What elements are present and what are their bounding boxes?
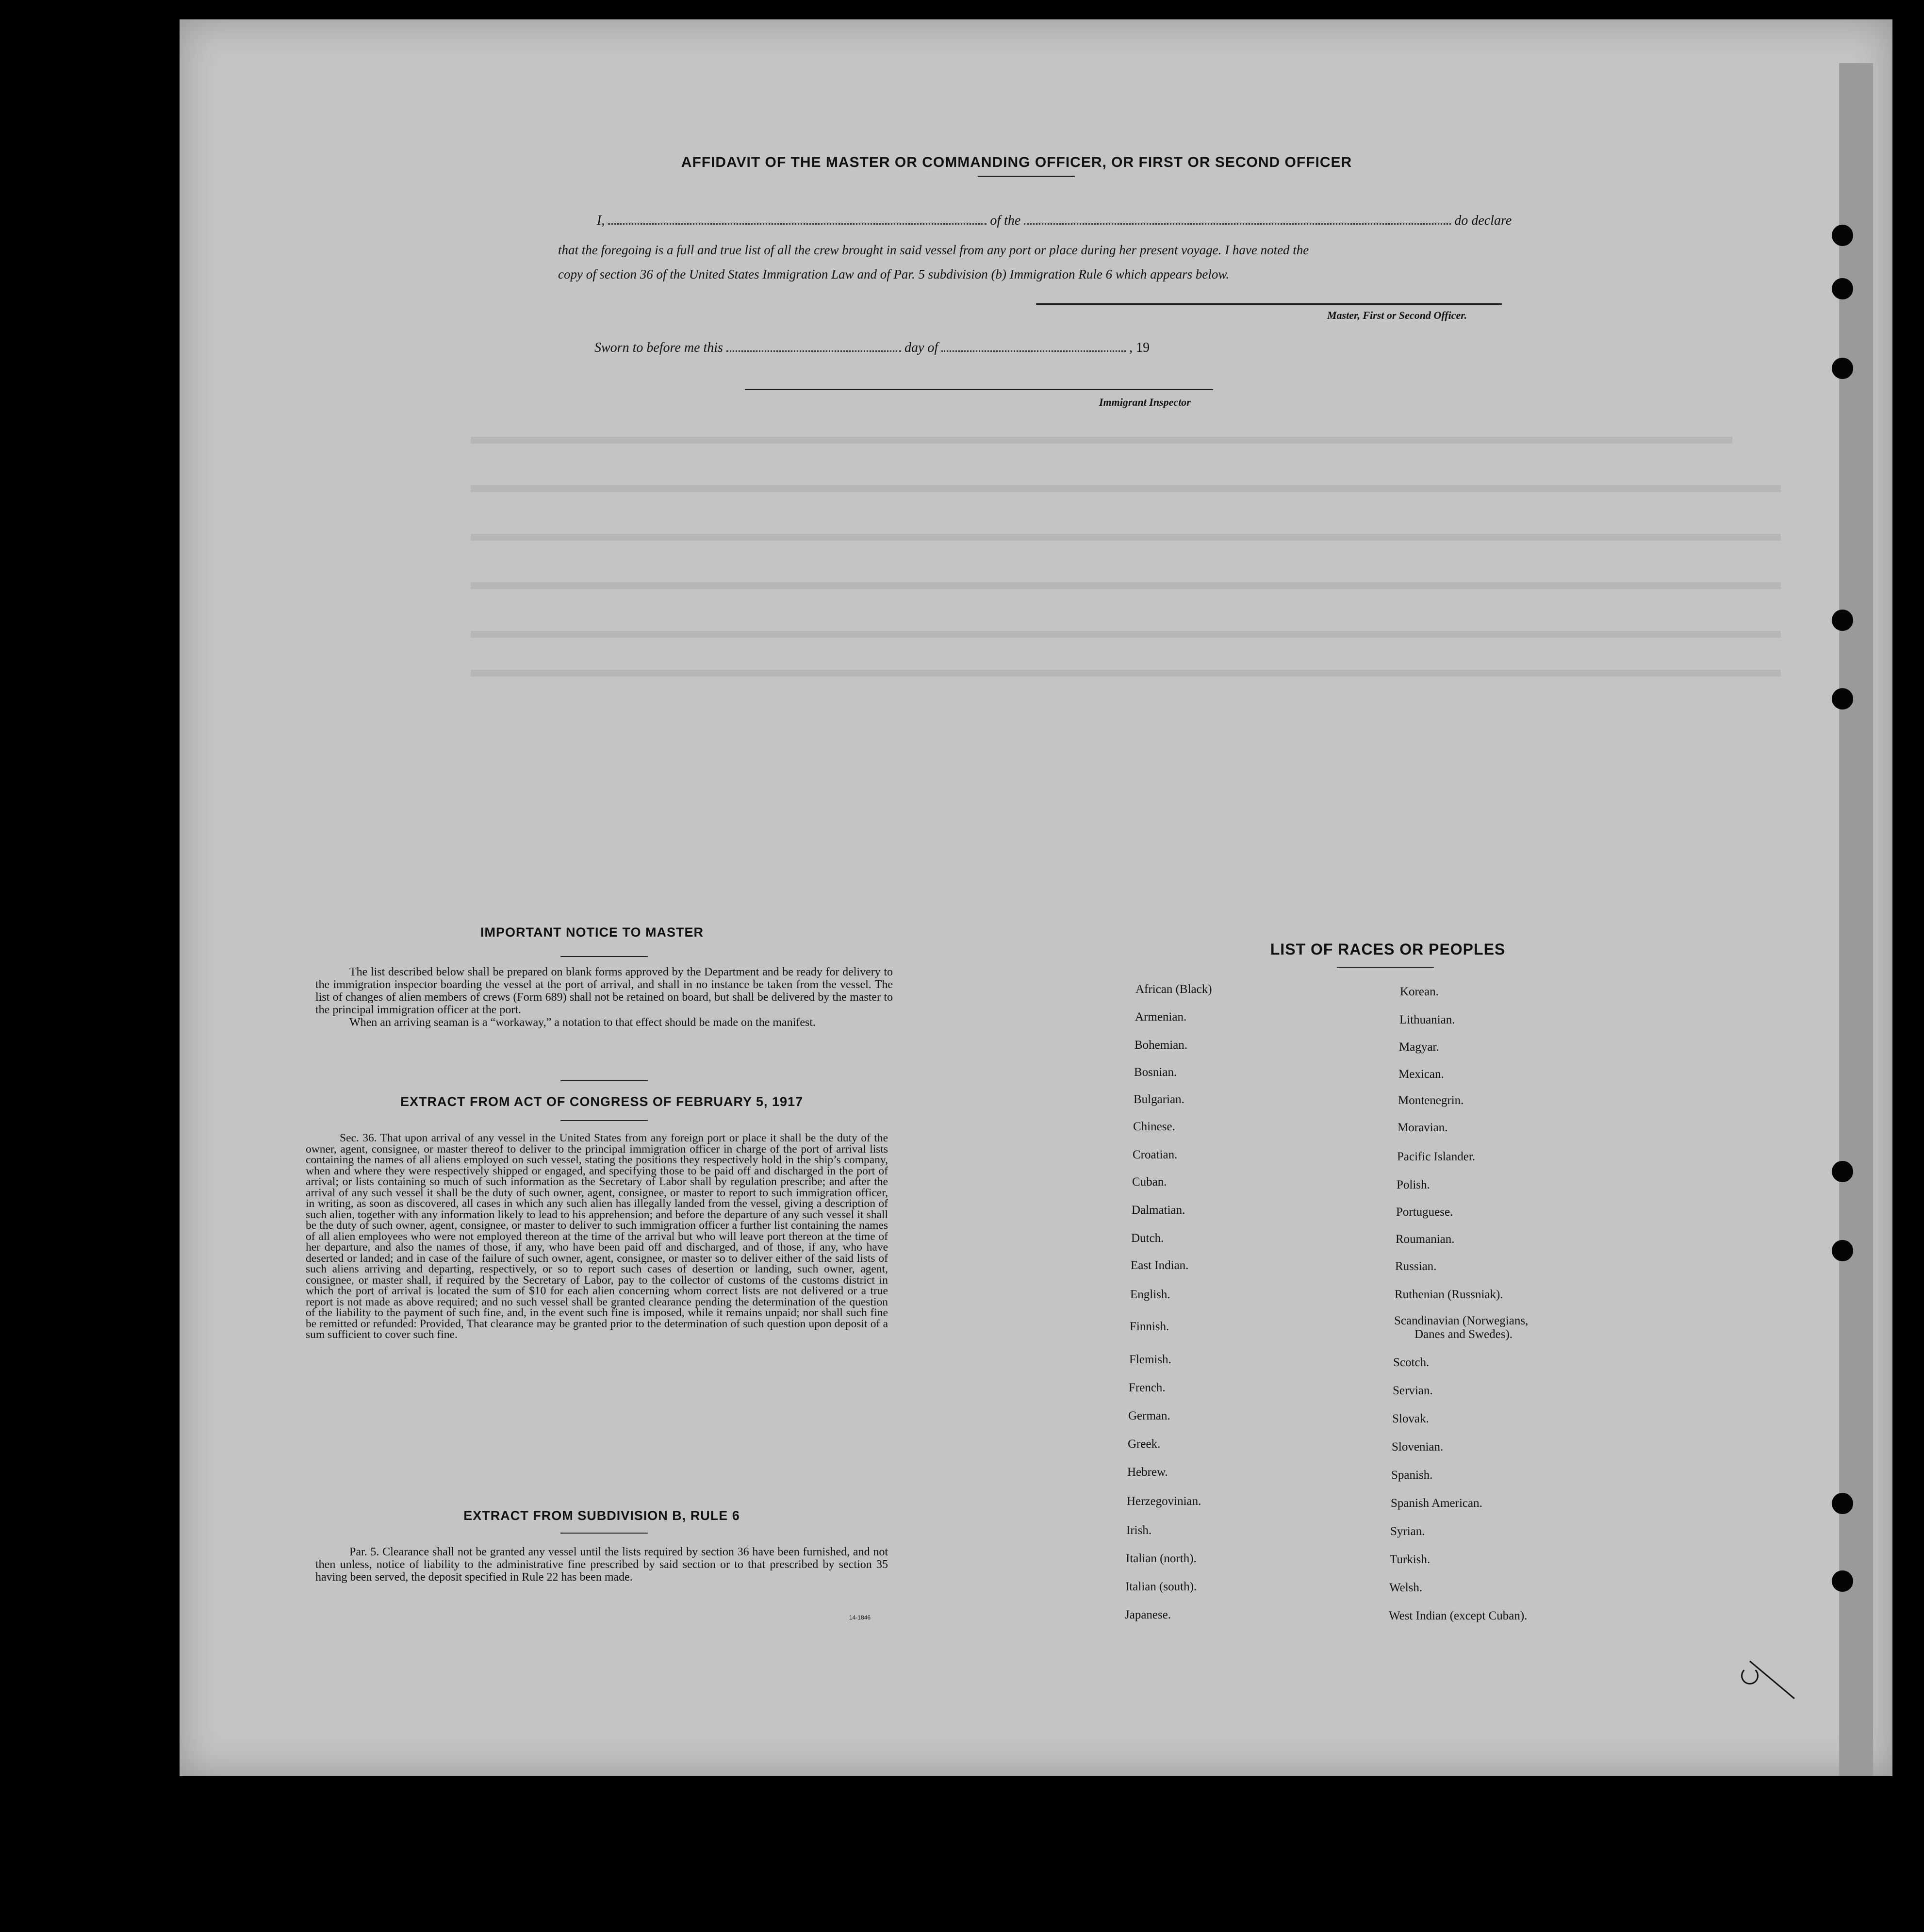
race-item: Hebrew.	[1127, 1466, 1168, 1479]
race-item: Dalmatian.	[1132, 1204, 1185, 1217]
bleed-through	[471, 582, 1781, 589]
race-item: Cuban.	[1132, 1175, 1167, 1189]
race-item: Ruthenian (Russniak).	[1395, 1288, 1503, 1301]
master-signature-line[interactable]	[1036, 303, 1502, 305]
race-item: Irish.	[1126, 1524, 1152, 1537]
race-item: Japanese.	[1125, 1608, 1171, 1621]
act-bottom-rule	[560, 1120, 648, 1121]
race-item: Italian (south).	[1125, 1580, 1197, 1593]
sworn-line	[594, 340, 1150, 356]
race-item: Bulgarian.	[1134, 1093, 1184, 1106]
document-page	[180, 19, 1892, 1776]
rule-par-5: Par. 5. Clearance shall not be granted any vessel until the lists required by section 36 have been furnished, and not then unless, notice of liability to the administrative fine prescribed by said section or to that prescribed by section 35 having been served, the deposit specified in Rule 22 has been made.	[315, 1546, 888, 1584]
affidavit-of: of the	[990, 213, 1021, 228]
race-item: German.	[1128, 1409, 1170, 1422]
race-item: Polish.	[1397, 1178, 1430, 1191]
rule-title: EXTRACT FROM SUBDIVISION B, RULE 6	[463, 1508, 740, 1523]
act-top-rule	[560, 1080, 648, 1081]
race-item: Dutch.	[1131, 1232, 1164, 1245]
bleed-through	[471, 631, 1781, 638]
punch-hole	[1832, 688, 1853, 710]
ink-mark	[1741, 1667, 1759, 1684]
punch-hole	[1832, 1161, 1853, 1182]
race-item: Syrian.	[1390, 1525, 1425, 1538]
bleed-through	[471, 485, 1781, 492]
notice-body	[315, 966, 893, 1029]
inspector-label: Immigrant Inspector	[1099, 396, 1191, 408]
race-item: Flemish.	[1129, 1353, 1171, 1366]
act-title: EXTRACT FROM ACT OF CONGRESS OF FEBRUARY 5, 1917	[400, 1094, 804, 1109]
race-item: Scotch.	[1393, 1356, 1430, 1369]
race-item: Greek.	[1128, 1437, 1161, 1451]
vessel-name-field[interactable]	[1024, 213, 1451, 225]
race-item: Armenian.	[1135, 1010, 1187, 1024]
race-item: Russian.	[1395, 1260, 1437, 1273]
race-item: Slovak.	[1392, 1412, 1429, 1425]
bleed-through	[471, 670, 1781, 677]
master-signature-label: Master, First or Second Officer.	[1327, 309, 1467, 321]
race-item: Portuguese.	[1396, 1205, 1453, 1219]
punch-hole	[1832, 1570, 1853, 1592]
race-item: Moravian.	[1398, 1121, 1448, 1134]
race-item: French.	[1129, 1381, 1166, 1394]
race-item: Servian.	[1393, 1384, 1433, 1397]
affidavit-line2: that the foregoing is a full and true list of all the crew brought in said vessel from any port or place during her present voyage. I have noted the	[558, 243, 1309, 257]
race-item: African (Black)	[1135, 983, 1212, 996]
race-item: Roumanian.	[1396, 1233, 1455, 1246]
race-item: Italian (north).	[1126, 1552, 1197, 1565]
race-item: Pacific Islander.	[1397, 1150, 1476, 1163]
sworn-day-field[interactable]	[726, 340, 901, 352]
race-item: Herzegovinian.	[1127, 1495, 1201, 1508]
punch-hole	[1832, 610, 1853, 631]
rule-title-rule	[560, 1533, 648, 1534]
race-item: Spanish American.	[1391, 1497, 1482, 1510]
race-item: Magyar.	[1399, 1040, 1439, 1054]
punch-hole	[1832, 225, 1853, 246]
race-item: Croatian.	[1133, 1148, 1178, 1161]
affidavit-declare: do declare	[1454, 213, 1512, 228]
race-item: Turkish.	[1390, 1553, 1431, 1566]
inspector-signature-line[interactable]	[745, 389, 1213, 390]
bleed-through	[471, 437, 1732, 444]
race-item: English.	[1130, 1288, 1170, 1301]
bleed-through	[471, 534, 1781, 541]
affidavit-title: AFFIDAVIT OF THE MASTER OR COMMANDING OFFICER, OR FIRST OR SECOND OFFICER	[681, 154, 1352, 170]
affidavit-line1	[597, 213, 1694, 229]
notice-title: IMPORTANT NOTICE TO MASTER	[480, 925, 704, 940]
act-section-36: Sec. 36. That upon arrival of any vessel in the United States from any foreign port or place it shall be the duty of the owner, agent, consignee, or master thereof to deliver to the principal immigration officer in charge of the port of arrival lists containing the names of all aliens employed on such vessel, stating the positions they respectively hold in the ship’s company, when and where they were respectively shipped or engaged, and specifying those to be paid off and discharged in the port of arrival; or lists containing so much of such information as the Secretary of Labor shall by regulation prescribe; and after the arrival of any such vessel it shall be the duty of such owner, agent, consignee, or master to report to such immigration officer, in writing, as soon as discovered, all cases in which any such alien has illegally landed from the vessel, giving a description of such alien, together with any information likely to lead to his apprehension; and before the departure of any such vessel it shall be the duty of such owner, agent, consignee, or master to deliver to such immigration officer a further list containing the names of all alien employees who were not employed thereon at the time of the arrival but who will leave port thereon at the time of her departure, and also the names of those, if any, who have been paid off and discharged, and of those, if any, who have deserted or landed; and in case of the failure of such owner, agent, consignee, or master so to deliver either of the said lists of such aliens arriving and departing, respectively, or so to report such cases of desertion or landing, such owner, agent, consignee, or master shall, if required by the Secretary of Labor, pay to the collector of customs of the customs district in which the port of arrival is located the sum of $10 for each alien concerning whom correct lists are not delivered or a true report is not made as above required; and no such vessel shall be granted clearance pending the determination of the question of the liability to the payment of such fine, and, in the event such fine is imposed, while it remains unpaid; nor shall such fine be remitted or refunded: Provided, That clearance may be granted prior to the determination of such question upon deposit of a sum sufficient to cover such fine.	[306, 1132, 888, 1341]
race-item: Spanish.	[1391, 1469, 1433, 1482]
punch-hole	[1832, 1240, 1853, 1261]
race-item: Bohemian.	[1135, 1039, 1188, 1052]
race-item: Welsh.	[1389, 1581, 1423, 1594]
race-item: Montenegrin.	[1398, 1094, 1464, 1107]
race-item: West Indian (except Cuban).	[1389, 1609, 1528, 1622]
punch-hole	[1832, 358, 1853, 379]
master-name-field[interactable]	[608, 213, 987, 225]
race-item: Lithuanian.	[1399, 1013, 1455, 1026]
sworn-month-field[interactable]	[941, 340, 1126, 352]
race-item: Danes and Swedes).	[1414, 1328, 1513, 1341]
page-edge	[1839, 63, 1873, 1776]
affidavit-i: I,	[597, 213, 605, 228]
race-item: Mexican.	[1398, 1068, 1444, 1081]
notice-rule	[560, 956, 648, 957]
form-number: 14-1846	[849, 1614, 871, 1621]
races-rule	[1337, 967, 1434, 968]
notice-para1: The list described below shall be prepared on blank forms approved by the Department and be ready for delivery to the immigration inspector boarding the vessel at the port of arrival, and shall in no instance be taken from the vessel. The list of changes of alien members of crews (Form 689) shall not be retained on board, but shall be delivered by the master to the principal immigration officer at the port.	[315, 966, 893, 1016]
race-item: Bosnian.	[1134, 1066, 1177, 1079]
notice-para2: When an arriving seaman is a “workaway,” a notation to that effect should be made on the manifest.	[349, 1016, 816, 1029]
sworn-prefix: Sworn to before me this	[594, 340, 723, 355]
race-item: Slovenian.	[1392, 1440, 1444, 1453]
sworn-day-of: day of	[904, 340, 938, 355]
title-rule	[978, 176, 1075, 177]
race-item: East Indian.	[1131, 1259, 1189, 1272]
race-item: Finnish.	[1130, 1320, 1169, 1333]
race-item: Chinese.	[1133, 1120, 1175, 1133]
sworn-year: , 19	[1129, 340, 1150, 355]
act-body	[306, 1133, 888, 1340]
race-item: Korean.	[1400, 985, 1439, 998]
affidavit-line3: copy of section 36 of the United States Immigration Law and of Par. 5 subdivision (b) Immigration Rule 6 which appears below.	[558, 267, 1230, 281]
punch-hole	[1832, 1493, 1853, 1514]
races-title: LIST OF RACES OR PEOPLES	[1270, 941, 1506, 958]
punch-hole	[1832, 278, 1853, 299]
race-item: Scandinavian (Norwegians,	[1394, 1314, 1529, 1327]
rule-body	[315, 1546, 888, 1584]
